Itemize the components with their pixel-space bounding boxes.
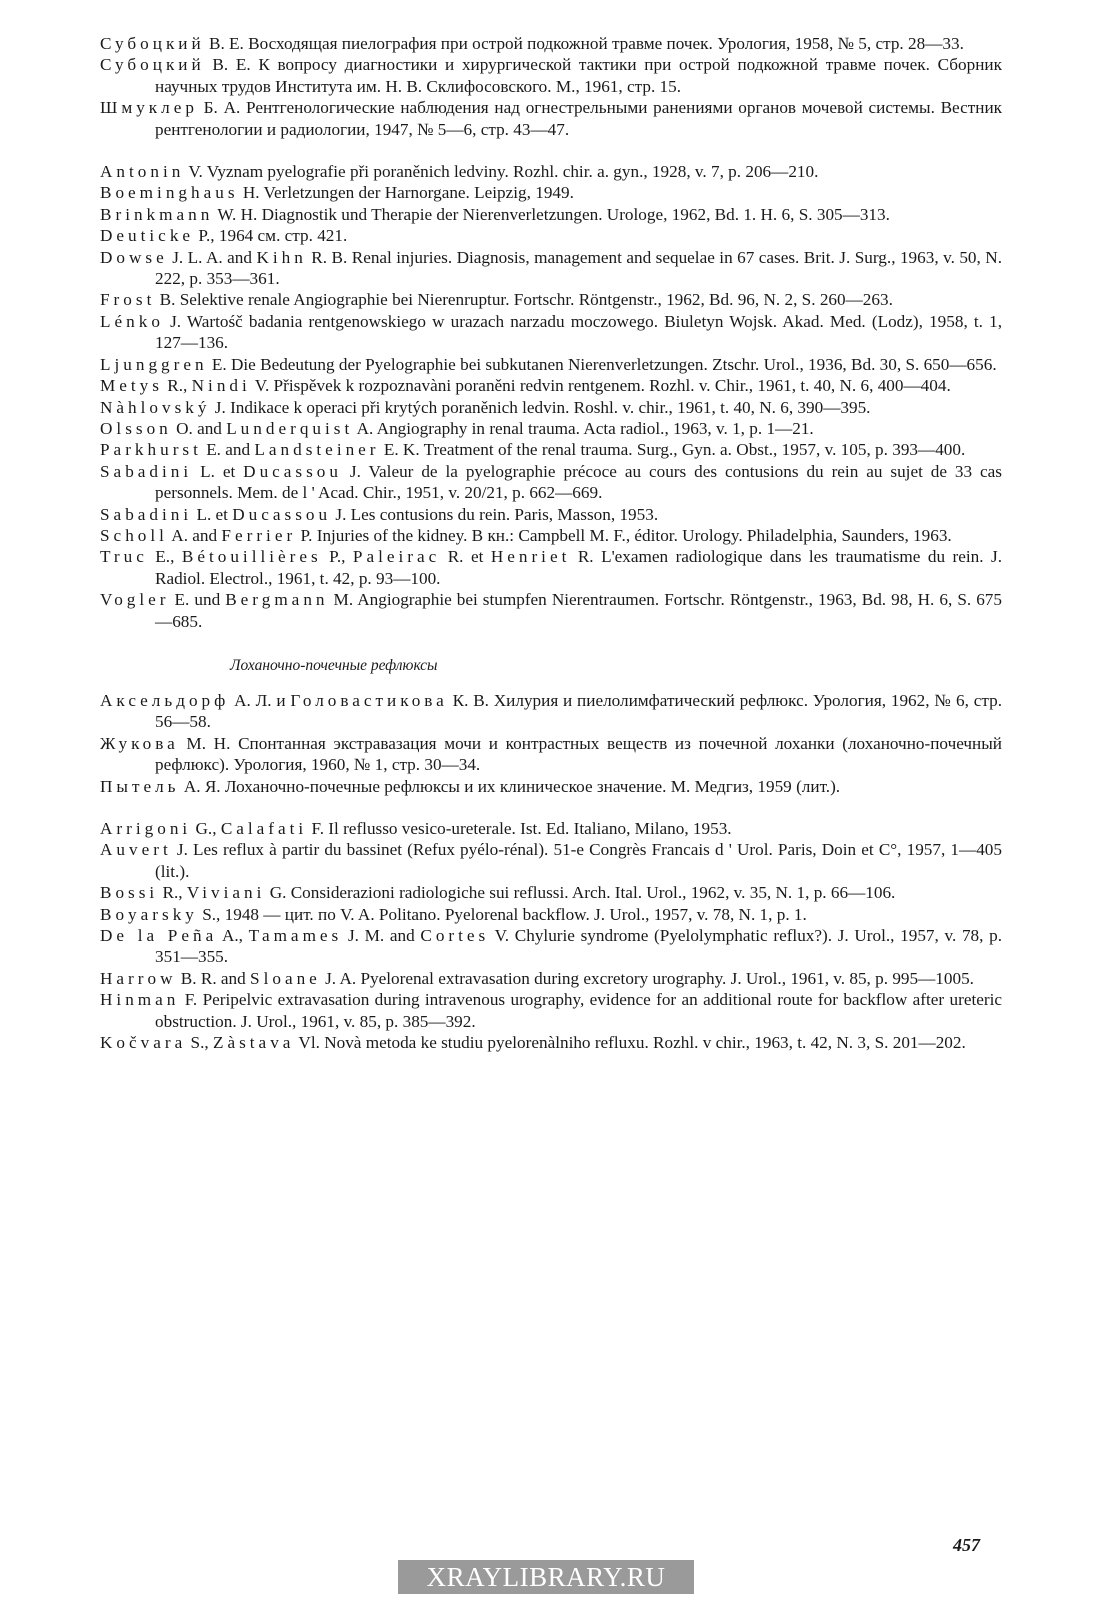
reference-entry <box>100 776 1002 797</box>
reference-author: Parkhurst <box>100 440 202 460</box>
references-russian-reflux <box>100 690 1002 797</box>
reference-author: Sloane <box>250 968 321 988</box>
reference-entry <box>100 439 1002 460</box>
reference-author: Dowse <box>100 247 168 267</box>
reference-text: A. Angiography in renal trauma. Acta radiol., 1963, v. 1, p. 1—21. <box>353 418 814 438</box>
reference-entry <box>100 733 1002 776</box>
references-foreign-renal-trauma <box>100 161 1002 632</box>
reference-text: E. und <box>169 590 226 610</box>
reference-text: H. Verletzungen der Harnorgane. Leipzig, 1949. <box>238 183 574 203</box>
reference-text: E. and <box>201 440 255 460</box>
reference-text: W. H. Diagnostik und Therapie der Nierenverletzungen. Urologe, 1962, Bd. 1. H. 6, S. 305—313. <box>213 204 890 224</box>
reference-entry <box>100 818 1002 839</box>
reference-author: Metys <box>100 376 163 396</box>
reference-author: Brinkmann <box>100 204 214 224</box>
reference-entry <box>100 375 1002 396</box>
reference-author: Ferrier <box>221 525 297 545</box>
reference-author: Nindi <box>191 376 251 396</box>
reference-entry <box>100 904 1002 925</box>
reference-author: De la Peña <box>100 926 218 946</box>
reference-author: Kočvara <box>100 1033 187 1053</box>
reference-entry <box>100 968 1002 989</box>
reference-text: В. Е. К вопросу диагностики и хирургической тактики при острой подкожной травме почек. Сборник научных трудов Института им. Н. В. Склифосовского. М., 1961, стр. 15. <box>155 55 1002 96</box>
reference-author: Sabadini <box>100 461 193 481</box>
reference-author: Boeminghaus <box>100 183 239 203</box>
reference-author: Ljunggren <box>100 354 208 374</box>
reference-author: Bossi <box>100 883 159 903</box>
reference-author: Kihn <box>256 247 307 267</box>
reference-author: Субоцкий <box>100 34 205 53</box>
reference-author: Paleirac <box>352 547 441 567</box>
reference-text: G. Considerazioni radiologiche sui reflussi. Arch. Ital. Urol., 1962, v. 35, N. 1, p. 66—106. <box>265 883 896 903</box>
reference-author: Sabadini <box>100 504 193 524</box>
reference-entry <box>100 418 1002 439</box>
reference-author: Головастикова <box>290 690 448 710</box>
reference-text: F. Il reflusso vesico-ureterale. Ist. Ed. Italiano, Milano, 1953. <box>307 819 732 838</box>
reference-entry <box>100 247 1002 290</box>
reference-text: M. Angiographie bei stumpfen Nierentraumen. Fortschr. Röntgenstr., 1963, Bd. 98, H. 6, S. 675—685. <box>155 590 1002 631</box>
reference-author: Harrow <box>100 968 177 988</box>
reference-author: Deuticke <box>100 226 195 246</box>
reference-entry <box>100 589 1002 632</box>
reference-text: Б. А. Рентгенологические наблюдения над огнестрельными ранениями органов мочевой системы. Вестник рентгенологии и радиологии, 1947, № 5—6, стр. 43—47. <box>155 98 1002 139</box>
reference-text: B. R. and <box>176 968 251 988</box>
reference-author: Viviani <box>186 883 266 903</box>
reference-text: E. Die Bedeutung der Pyelographie bei subkutanen Nierenverletzungen. Ztschr. Urol., 1936, Bd. 30, S. 650—656. <box>207 354 997 374</box>
watermark: XRAYLIBRARY.RU <box>398 1560 694 1594</box>
reference-entry <box>100 839 1002 882</box>
reference-author: Lénko <box>100 311 164 331</box>
reference-entry <box>100 882 1002 903</box>
reference-text: E., <box>147 547 182 567</box>
reference-author: Bergmann <box>225 590 329 610</box>
reference-entry <box>100 54 1002 97</box>
reference-author: Henriet <box>490 547 571 567</box>
reference-text: А. Я. Лоханочно-почечные рефлюксы и их клиническое значение. М. Медгиз, 1959 (лит.). <box>179 776 841 796</box>
reference-author: Calafati <box>220 819 308 838</box>
page-number: 457 <box>953 1535 980 1555</box>
reference-entry <box>100 1032 1002 1053</box>
reference-entry <box>100 989 1002 1032</box>
reference-text: J. A. Pyelorenal extravasation during excretory urography. J. Urol., 1961, v. 85, p. 995—1005. <box>320 968 974 988</box>
reference-text: К. В. Хилурия и пиелолимфатический рефлюкс. Урология, 1962, № 6, стр. 56—58. <box>155 690 1002 732</box>
reference-author: Zàstava <box>212 1033 295 1053</box>
reference-entry <box>100 161 1002 182</box>
references-russian-renal-trauma <box>100 33 1002 140</box>
reference-author: Аксельдорф <box>100 690 230 710</box>
reference-entry <box>100 33 1002 54</box>
reference-entry <box>100 461 1002 504</box>
reference-text: Vl. Novà metoda ke studiu pyelorenàlniho refluxu. Rozhl. v chir., 1963, t. 42, N. 3, S. 201—202. <box>294 1033 966 1053</box>
reference-author: Arrigoni <box>100 819 192 838</box>
reference-author: Bétouillières <box>181 547 322 567</box>
reference-text: G., <box>191 819 221 838</box>
reference-author: Пытель <box>100 776 180 796</box>
reference-author: Lunderquist <box>226 418 354 438</box>
reference-text: J. Valeur de la pyelographie précoce au cours des contusions du rein au sujet de 33 cas personnels. Mem. de l ' Acad. Chir., 1951, v. 20/21, p. 662—669. <box>155 461 1002 503</box>
reference-author: Boyarsky <box>100 904 198 924</box>
reference-text: L. et <box>192 504 233 524</box>
reference-entry <box>100 97 1002 140</box>
reference-text: A. and <box>167 525 222 545</box>
reference-text: P., <box>321 547 353 567</box>
reference-text: V. Chylurie syndrome (Pyelolymphatic reflux?). J. Urol., 1957, v. 78, p. 351—355. <box>155 926 1002 967</box>
reference-author: Vogler <box>100 590 170 610</box>
bibliography-page <box>100 33 1002 1053</box>
reference-author: Nàhlovský <box>100 397 211 417</box>
reference-text: A., <box>217 926 249 946</box>
reference-entry <box>100 504 1002 525</box>
reference-entry <box>100 925 1002 968</box>
reference-text: R. L'examen radiologique dans les traumatisme du rein. J. Radiol. Electrol., 1961, t. 42, p. 93—100. <box>155 547 1002 588</box>
reference-text: L. et <box>192 461 244 481</box>
reference-text: S., 1948 — цит. по V. A. Politano. Pyelorenal backflow. J. Urol., 1957, v. 78, N. 1, p. 1. <box>197 904 807 924</box>
reference-text: J. L. A. and <box>167 247 257 267</box>
reference-author: Frost <box>100 290 156 310</box>
reference-entry <box>100 397 1002 418</box>
reference-author: Auvert <box>100 840 172 860</box>
reference-text: P., 1964 см. стр. 421. <box>194 226 348 246</box>
reference-text: J. Indikace k operaci při krytých poraněnich ledvin. Roshl. v. chir., 1961, t. 40, N. 6, 390—395. <box>210 397 871 417</box>
reference-entry <box>100 225 1002 246</box>
reference-text: J. Wartośč badania rentgenowskiego w urazach narzadu moczowego. Biuletyn Wojsk. Akad. Med. (Lodz), 1958, t. 1, 127—136. <box>155 311 1002 353</box>
reference-entry <box>100 525 1002 546</box>
reference-entry <box>100 182 1002 203</box>
reference-entry <box>100 311 1002 354</box>
reference-author: Tamames <box>248 926 343 946</box>
reference-text: S., <box>186 1033 213 1053</box>
reference-author: Scholl <box>100 525 168 545</box>
reference-entry <box>100 204 1002 225</box>
reference-text: А. Л. и <box>229 690 291 710</box>
reference-text: М. Н. Спонтанная экстравазация мочи и контрастных веществ из почечной лоханки (лоханочно-почечный рефлюкс). Урология, 1960, № 1, стр. 30—34. <box>155 733 1002 775</box>
reference-author: Antonin <box>100 162 185 182</box>
references-foreign-reflux <box>100 818 1002 1053</box>
reference-author: Truc <box>100 547 148 567</box>
reference-text: F. Peripelvic extravasation during intravenous urography, evidence for an additional route for backflow after ureteric obstruction. J. Urol., 1961, v. 85, p. 385—392. <box>155 990 1002 1031</box>
reference-text: E. K. Treatment of the renal trauma. Surg., Gyn. a. Obst., 1957, v. 105, p. 393—400. <box>379 440 966 460</box>
reference-text: R., <box>158 883 187 903</box>
reference-author: Ducassou <box>232 504 332 524</box>
reference-text: R. et <box>440 547 491 567</box>
reference-author: Субоцкий <box>100 55 205 75</box>
reference-text: J. Les reflux à partir du bassinet (Refux pyélo-rénal). 51-e Congrès Francais d ' Urol. Paris, Doin et C°, 1957, 1—405 (lit.). <box>155 840 1002 881</box>
reference-author: Cortes <box>420 926 490 946</box>
reference-author: Шмуклер <box>100 98 198 118</box>
reference-entry <box>100 690 1002 733</box>
reference-text: J. Les contusions du rein. Paris, Masson, 1953. <box>331 504 659 524</box>
section-title: Лоханочно-почечные рефлюксы <box>230 656 438 674</box>
reference-text: V. Přispěvek k rozpoznavàni poraněni redvin rentgenem. Rozhl. v. Chir., 1961, t. 40, N. 6, 400—404. <box>250 376 951 396</box>
reference-text: J. M. and <box>342 926 421 946</box>
reference-author: Жукова <box>100 733 179 753</box>
reference-entry <box>100 546 1002 589</box>
reference-text: R., <box>162 376 192 396</box>
reference-author: Ducassou <box>243 461 342 481</box>
reference-text: P. Injuries of the kidney. В кн.: Campbell M. F., éditor. Urology. Philadelphia, Saunders, 1963. <box>296 525 952 545</box>
reference-text: R. B. Renal injuries. Diagnosis, management and sequelae in 67 cases. Brit. J. Surg., 1963, v. 50, N. 222, p. 353—361. <box>155 247 1002 289</box>
reference-author: Olsson <box>100 418 172 438</box>
reference-author: Hinman <box>100 990 180 1010</box>
reference-entry <box>100 289 1002 310</box>
reference-entry <box>100 354 1002 375</box>
reference-author: Landsteiner <box>254 440 380 460</box>
reference-text: V. Vyznam pyelografie při poraněnich ledviny. Rozhl. chir. a. gyn., 1928, v. 7, p. 206—210. <box>184 162 819 182</box>
reference-text: В. Е. Восходящая пиелография при острой подкожной травме почек. Урология, 1958, № 5, стр. 28—33. <box>204 34 964 53</box>
reference-text: B. Selektive renale Angiographie bei Nierenruptur. Fortschr. Röntgenstr., 1962, Bd. 96, N. 2, S. 260—263. <box>155 290 893 310</box>
reference-text: O. and <box>171 418 227 438</box>
